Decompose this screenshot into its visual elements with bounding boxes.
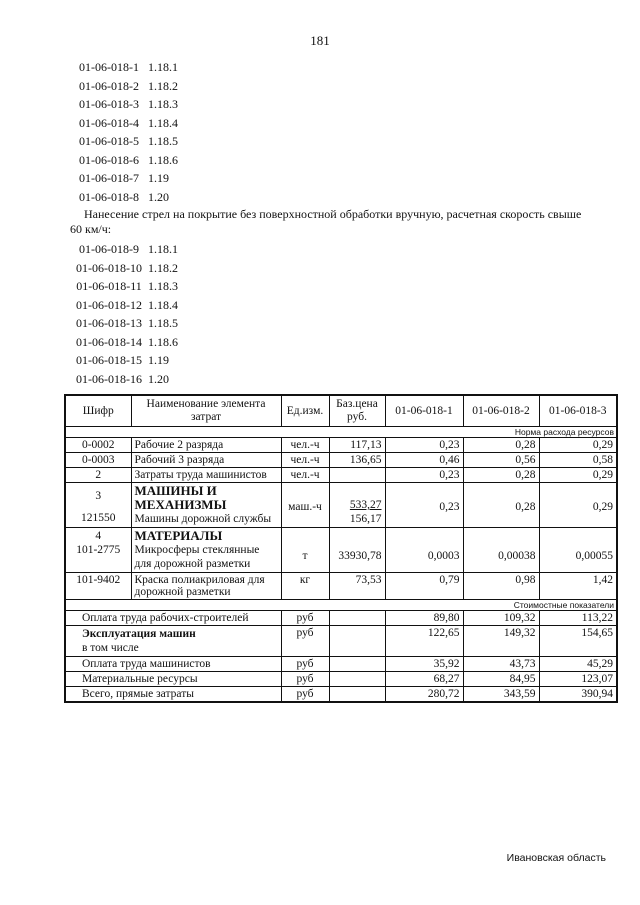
code-list [70, 58, 590, 388]
resource-code: 01-06-018-1 [79, 60, 139, 74]
material-unit: кг [281, 573, 329, 600]
cost-labor-v2: 109,32 [463, 611, 539, 626]
resource-code: 01-06-018-3 [79, 97, 139, 111]
table-ref: 1.18.6 [148, 334, 178, 349]
header-code: Шифр [65, 395, 131, 427]
material-v2: 0,98 [463, 573, 539, 600]
cost-materials-price [329, 672, 385, 687]
resource-code: 01-06-018-2 [79, 78, 139, 93]
machine-v3: 0,29 [539, 483, 617, 528]
code-line [70, 296, 590, 315]
machinists-name: Затраты труда машинистов [131, 468, 281, 483]
resource-code: 01-06-018-4 [79, 115, 139, 130]
header-col3: 01-06-018-3 [539, 395, 617, 427]
material-v1: 0,0003 [385, 528, 463, 573]
table-ref: 1.18.5 [148, 134, 178, 148]
material-name: Микросферы стеклянные для дорожной разметки [134, 544, 260, 570]
resource-code: 01-06-018-15 [76, 353, 142, 367]
resource-code: 01-06-018-12 [76, 297, 142, 312]
code-line [70, 151, 590, 170]
code-list-2 [70, 240, 590, 388]
machine-v1: 0,23 [385, 483, 463, 528]
cost-labor-price [329, 611, 385, 626]
cost-machinist-unit: руб [281, 657, 329, 672]
code-line [70, 132, 590, 151]
cost-machine-v1: 122,65 [385, 626, 463, 657]
machinists-unit: чел.-ч [281, 468, 329, 483]
cost-materials-unit: руб [281, 672, 329, 687]
table-ref: 1.18.4 [148, 115, 178, 130]
cost-total-label: Всего, прямые затраты [65, 687, 281, 703]
table-row [65, 573, 617, 600]
code-line [70, 95, 590, 114]
code-line [70, 333, 590, 352]
table-header-row [65, 395, 617, 427]
table-row [65, 468, 617, 483]
table-ref: 1.18.6 [148, 152, 178, 167]
material-code: 101-9402 [65, 573, 131, 600]
cost-total-price [329, 687, 385, 703]
machine-price-b: 156,17 [349, 513, 382, 525]
material-v3: 1,42 [539, 573, 617, 600]
resource-code: 01-06-018-13 [76, 316, 142, 330]
cost-total-unit: руб [281, 687, 329, 703]
header-price: Баз.цена руб. [329, 395, 385, 427]
material-name: Краска полиакриловая для дорожной разметки [131, 573, 281, 600]
labor-price: 117,13 [329, 438, 385, 453]
cost-labor-label: Оплата труда рабочих-строителей [65, 611, 281, 626]
resource-code: 01-06-018-8 [79, 189, 139, 204]
machines-section-cell [65, 483, 131, 528]
cost-row [65, 687, 617, 703]
resource-code: 01-06-018-16 [76, 371, 142, 386]
labor-v2: 0,28 [463, 438, 539, 453]
labor-v3: 0,58 [539, 453, 617, 468]
table-row [65, 528, 617, 573]
table-row [65, 438, 617, 453]
header-unit: Ед.изм. [281, 395, 329, 427]
resource-code: 01-06-018-14 [76, 334, 142, 349]
table-ref: 1.20 [148, 189, 169, 204]
materials-section-title: МАТЕРИАЛЫ [134, 528, 223, 543]
labor-name: Рабочие 2 разряда [131, 438, 281, 453]
code-list-1 [70, 58, 590, 206]
resource-code: 01-06-018-5 [79, 134, 139, 148]
header-col2: 01-06-018-2 [463, 395, 539, 427]
resource-code: 01-06-018-7 [79, 171, 139, 185]
materials-section-code: 4 [95, 530, 102, 542]
labor-unit: чел.-ч [281, 453, 329, 468]
machine-unit: маш.-ч [281, 483, 329, 528]
table-row [65, 483, 617, 528]
cost-machinist-v1: 35,92 [385, 657, 463, 672]
cost-machinist-price [329, 657, 385, 672]
material-v2: 0,00038 [463, 528, 539, 573]
table-ref: 1.18.2 [148, 260, 178, 275]
code-line [70, 188, 590, 207]
cost-label-row [65, 600, 617, 611]
cost-materials-v1: 68,27 [385, 672, 463, 687]
material-v3: 0,00055 [539, 528, 617, 573]
cost-total-v1: 280,72 [385, 687, 463, 703]
cost-materials-v2: 84,95 [463, 672, 539, 687]
cost-label: Стоимостные показатели [65, 600, 617, 611]
header-col1: 01-06-018-1 [385, 395, 463, 427]
machinists-code: 2 [65, 468, 131, 483]
code-line [70, 58, 590, 77]
table-ref: 1.19 [148, 171, 169, 185]
cost-machine-v3: 154,65 [539, 626, 617, 657]
code-line [70, 169, 590, 188]
table-ref: 1.19 [148, 353, 169, 367]
cost-machine-price [329, 626, 385, 657]
header-name: Наименование элемента затрат [131, 395, 281, 427]
table-ref: 1.18.3 [148, 97, 178, 111]
resource-code: 01-06-018-6 [79, 152, 139, 167]
resource-code: 01-06-018-11 [76, 279, 142, 293]
code-line [70, 77, 590, 96]
cost-machine-label-cell [65, 626, 281, 657]
table-ref: 1.18.4 [148, 297, 178, 312]
labor-code: 0-0002 [65, 438, 131, 453]
machines-section-name-cell [131, 483, 281, 528]
materials-section-name-cell [131, 528, 281, 573]
cost-materials-v3: 123,07 [539, 672, 617, 687]
cost-row [65, 672, 617, 687]
code-line [70, 277, 590, 296]
machine-price-a: 533,27 [349, 499, 382, 511]
machine-name: Машины дорожной службы [134, 513, 272, 525]
machine-price-cell [329, 483, 385, 528]
table-row [65, 453, 617, 468]
machinists-v3: 0,29 [539, 468, 617, 483]
table-ref: 1.18.2 [148, 78, 178, 93]
page-number: 181 [310, 33, 330, 48]
cost-machine-unit: руб [281, 626, 329, 657]
machines-section-code: 3 [95, 490, 102, 502]
labor-v2: 0,56 [463, 453, 539, 468]
code-line [70, 314, 590, 333]
cost-row [65, 657, 617, 672]
table-ref: 1.18.5 [148, 316, 178, 330]
material-price: 33930,78 [329, 528, 385, 573]
cost-total-v3: 390,94 [539, 687, 617, 703]
labor-v3: 0,29 [539, 438, 617, 453]
cost-machinist-label: Оплата труда машинистов [65, 657, 281, 672]
labor-v1: 0,46 [385, 453, 463, 468]
code-line [70, 370, 590, 389]
resource-code: 01-06-018-9 [79, 242, 139, 256]
cost-row [65, 611, 617, 626]
machine-v2: 0,28 [463, 483, 539, 528]
table-ref: 1.18.1 [148, 60, 178, 74]
machinists-price [329, 468, 385, 483]
cost-labor-v3: 113,22 [539, 611, 617, 626]
code-line [70, 240, 590, 259]
cost-labor-v1: 89,80 [385, 611, 463, 626]
machine-code: 121550 [81, 512, 116, 524]
labor-v1: 0,23 [385, 438, 463, 453]
cost-total-v2: 343,59 [463, 687, 539, 703]
cost-machinist-v3: 45,29 [539, 657, 617, 672]
code-line [70, 351, 590, 370]
materials-section-cell [65, 528, 131, 573]
code-line [70, 259, 590, 278]
cost-labor-unit: руб [281, 611, 329, 626]
cost-machinist-v2: 43,73 [463, 657, 539, 672]
labor-price: 136,65 [329, 453, 385, 468]
material-unit: т [281, 528, 329, 573]
norm-label: Норма расхода ресурсов [65, 427, 617, 438]
resource-code: 01-06-018-10 [76, 260, 142, 275]
cost-materials-label: Материальные ресурсы [65, 672, 281, 687]
description-paragraph: Нанесение стрел на покрытие без поверхностной обработки вручную, расчетная скорость свыше 60 км/ч: [70, 207, 582, 236]
labor-unit: чел.-ч [281, 438, 329, 453]
cost-machine-sublabel: в том числе [82, 642, 139, 654]
material-price: 73,53 [329, 573, 385, 600]
norm-label-row [65, 427, 617, 438]
machines-section-title: МАШИНЫ И МЕХАНИЗМЫ [134, 483, 227, 512]
cost-machine-v2: 149,32 [463, 626, 539, 657]
region-footer: Ивановская область [506, 852, 606, 864]
cost-machine-label: Эксплуатация машин [82, 628, 196, 640]
labor-name: Рабочий 3 разряда [131, 453, 281, 468]
code-line [70, 114, 590, 133]
machinists-v2: 0,28 [463, 468, 539, 483]
labor-code: 0-0003 [65, 453, 131, 468]
table-ref: 1.18.3 [148, 279, 178, 293]
resource-norm-table [64, 394, 618, 703]
table-ref: 1.18.1 [148, 242, 178, 256]
table-ref: 1.20 [148, 371, 169, 386]
machinists-v1: 0,23 [385, 468, 463, 483]
material-v1: 0,79 [385, 573, 463, 600]
material-code: 101-2775 [76, 544, 121, 556]
cost-row [65, 626, 617, 657]
